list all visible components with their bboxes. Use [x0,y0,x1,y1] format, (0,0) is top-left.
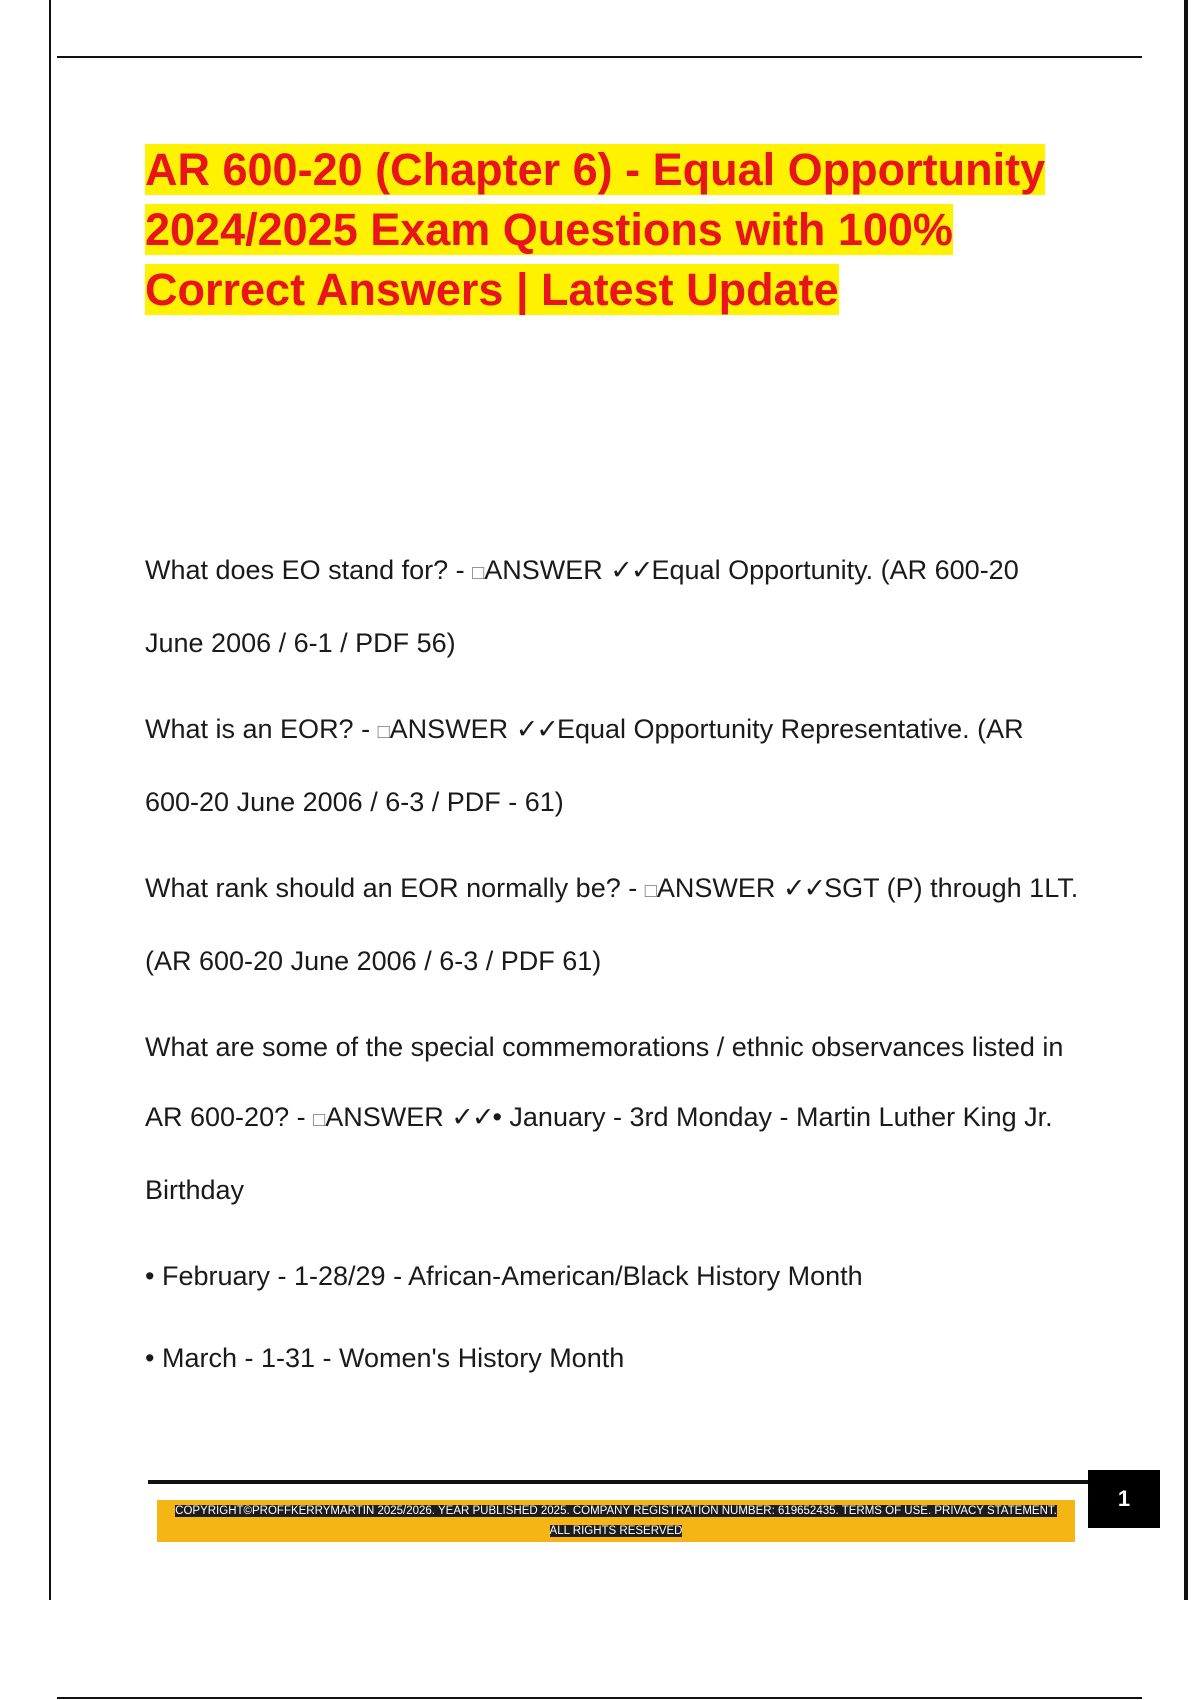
answer-label: ANSWER [389,714,516,744]
checkmark-icon: ✓✓ [515,714,557,744]
checkmark-icon: ✓✓ [610,555,652,585]
document-title [145,140,1095,320]
page-number: 1 [1088,1470,1160,1528]
checkmark-icon: ✓✓ [451,1102,493,1132]
copyright-text: COPYRIGHT©PROFFKERRYMARTIN 2025/2026. YEAR PUBLISHED 2025. COMPANY REGISTRATION NUMBER: 619652435. TERMS OF USE. PRIVACY STATEMENT. ALL RIGHTS RESERVED [175,1505,1057,1537]
answer-box-icon: □ [377,721,390,743]
header-rule [57,56,1142,58]
answer-text: Equal Opportunity Representative. (AR 600-20 June 2006 / 6-3 / PDF - 61) [145,714,1024,817]
next-page-rule [57,1697,1142,1699]
qa-item [145,853,1080,996]
answer-text: Equal Opportunity. (AR 600-20 June 2006 / 6-1 / PDF 56) [145,555,1019,658]
answer-box-icon: □ [472,562,485,584]
qa-content [145,535,1080,1405]
question-text: What is an EOR? - [145,714,378,744]
title-text: AR 600-20 (Chapter 6) - Equal Opportunity 2024/2025 Exam Questions with 100% Correct Answers | Latest Update [145,144,1046,315]
footer-copyright [170,1501,1062,1541]
answer-box-icon: □ [644,880,657,902]
qa-item [145,694,1080,837]
answer-label: ANSWER [484,555,611,585]
checkmark-icon: ✓✓ [782,873,825,903]
answer-box-icon: □ [313,1109,326,1131]
question-text: What does EO stand for? - [145,555,473,585]
answer-text: SGT (P) through 1LT. (AR 600-20 June 2006 / 6-3 / PDF 61) [145,873,1079,976]
question-text: What are some of the special commemorations / ethnic observances listed in AR 600-20? - [145,1032,1064,1132]
qa-item [145,535,1080,678]
footer-rule [148,1480,1088,1484]
page-border-right [1184,0,1188,1600]
answer-text: • January - 3rd Monday - Martin Luther King Jr. Birthday [145,1102,1053,1205]
bullet-item: • March - 1-31 - Women's History Month [145,1343,625,1373]
page-border-left [49,0,51,1600]
qa-item [145,1012,1080,1225]
question-text: What rank should an EOR normally be? - [145,873,645,903]
answer-label: ANSWER [656,873,783,903]
bullet-item: • February - 1-28/29 - African-American/Black History Month [145,1261,863,1291]
answer-label: ANSWER [325,1102,452,1132]
